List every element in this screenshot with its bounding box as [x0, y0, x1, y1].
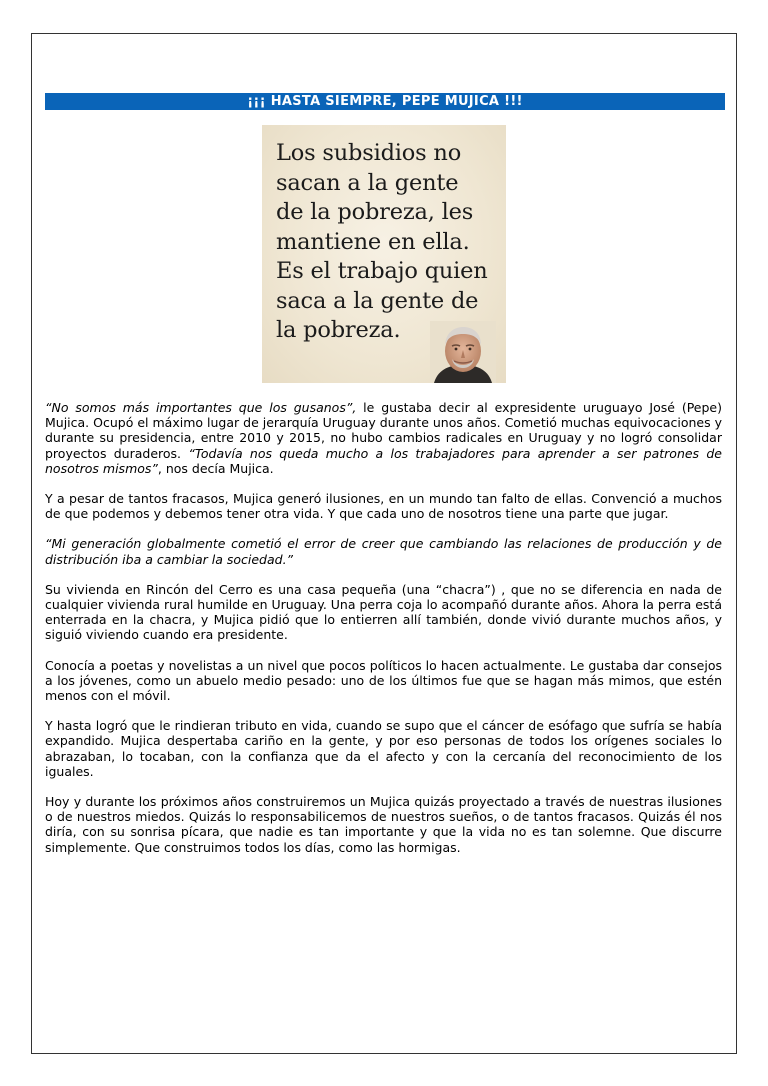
quote-inline: “Mi generación globalmente cometió el error de creer que cambiando las relaciones de producción y de distribución iba a cambiar la sociedad.”: [45, 536, 722, 567]
paragraph-text: le gustaba decir al expresidente uruguayo José (Pepe) Mujica. Ocupó el máximo lugar de jerarquía Uruguay durante unos años. Cometió muchas equivocaciones y durante su presidencia, entre 2010 y 2015, no hubo cambios radicales en Uruguay y no logró consolidar proyectos duraderos.: [45, 400, 722, 461]
quote-line: mantiene en ella.: [276, 228, 470, 255]
paragraph: Su vivienda en Rincón del Cerro es una casa pequeña (una “chacra”) , que no se diferencia en nada de cualquier vivienda rural humilde en Uruguay. Una perra coja lo acompañó durante años. Ahora la perra está enterrada en la chacra, y Mujica pidió que lo entierren allí también, donde vivió durante muchos años, y siguió viviendo cuando era presidente.: [45, 581, 722, 643]
paragraph: Conocía a poetas y novelistas a un nivel que pocos políticos lo hacen actualmente. Le gustaba dar consejos a los jóvenes, como un abuelo medio pesado: uno de los últimos fue que se hagan más mimos, que estén menos con el móvil.: [45, 657, 722, 704]
quote-image: [262, 125, 506, 383]
quote-line: de la pobreza, les: [276, 199, 474, 225]
paragraph: [45, 536, 722, 566]
portrait-photo: [430, 321, 496, 383]
quote-line: saca a la gente de: [276, 287, 479, 314]
paragraph: [45, 400, 722, 476]
paragraph: Y hasta logró que le rindieran tributo en vida, cuando se supo que el cáncer de esófago que sufría se había expandido. Mujica despertaba cariño en la gente, y por eso personas de todos los orígenes sociales lo abrazaban, lo tocaban, con la confianza que da el afecto y con la cercanía del reconocimiento de los iguales.: [45, 718, 722, 779]
paragraph-text: , nos decía Mujica.: [157, 460, 274, 476]
quote-line: Los subsidios no: [276, 140, 462, 166]
quote-line: sacan a la gente: [276, 169, 459, 196]
quote-inline: “Todavía nos queda mucho a los trabajadores para aprender a ser patrones de nosotros mismos”: [45, 445, 722, 476]
page-title: ¡¡¡ HASTA SIEMPRE, PEPE MUJICA !!!: [45, 93, 725, 110]
paragraph: Y a pesar de tantos fracasos, Mujica generó ilusiones, en un mundo tan falto de ellas. Convenció a muchos de que podemos y debemos tener otra vida. Y que cada uno de nosotros tiene una parte que jugar.: [45, 491, 722, 522]
article-body: [45, 400, 722, 870]
quote-image-text: [276, 139, 501, 346]
quote-line: Es el trabajo quien: [276, 258, 488, 284]
paragraph: Hoy y durante los próximos años construiremos un Mujica quizás proyectado a través de nuestras ilusiones o de nuestros miedos. Quizás lo responsabilicemos de nuestros sueños, o de tantos fracasos. Quizás él nos diría, con su sonrisa pícara, que nadie es tan importante y que la vida no es tan solemne. Que discurre simplemente. Que construimos todos los días, como las hormigas.: [45, 794, 722, 855]
quote-line: la pobreza.: [276, 317, 401, 343]
quote-inline: “No somos más importantes que los gusanos”,: [45, 400, 357, 415]
